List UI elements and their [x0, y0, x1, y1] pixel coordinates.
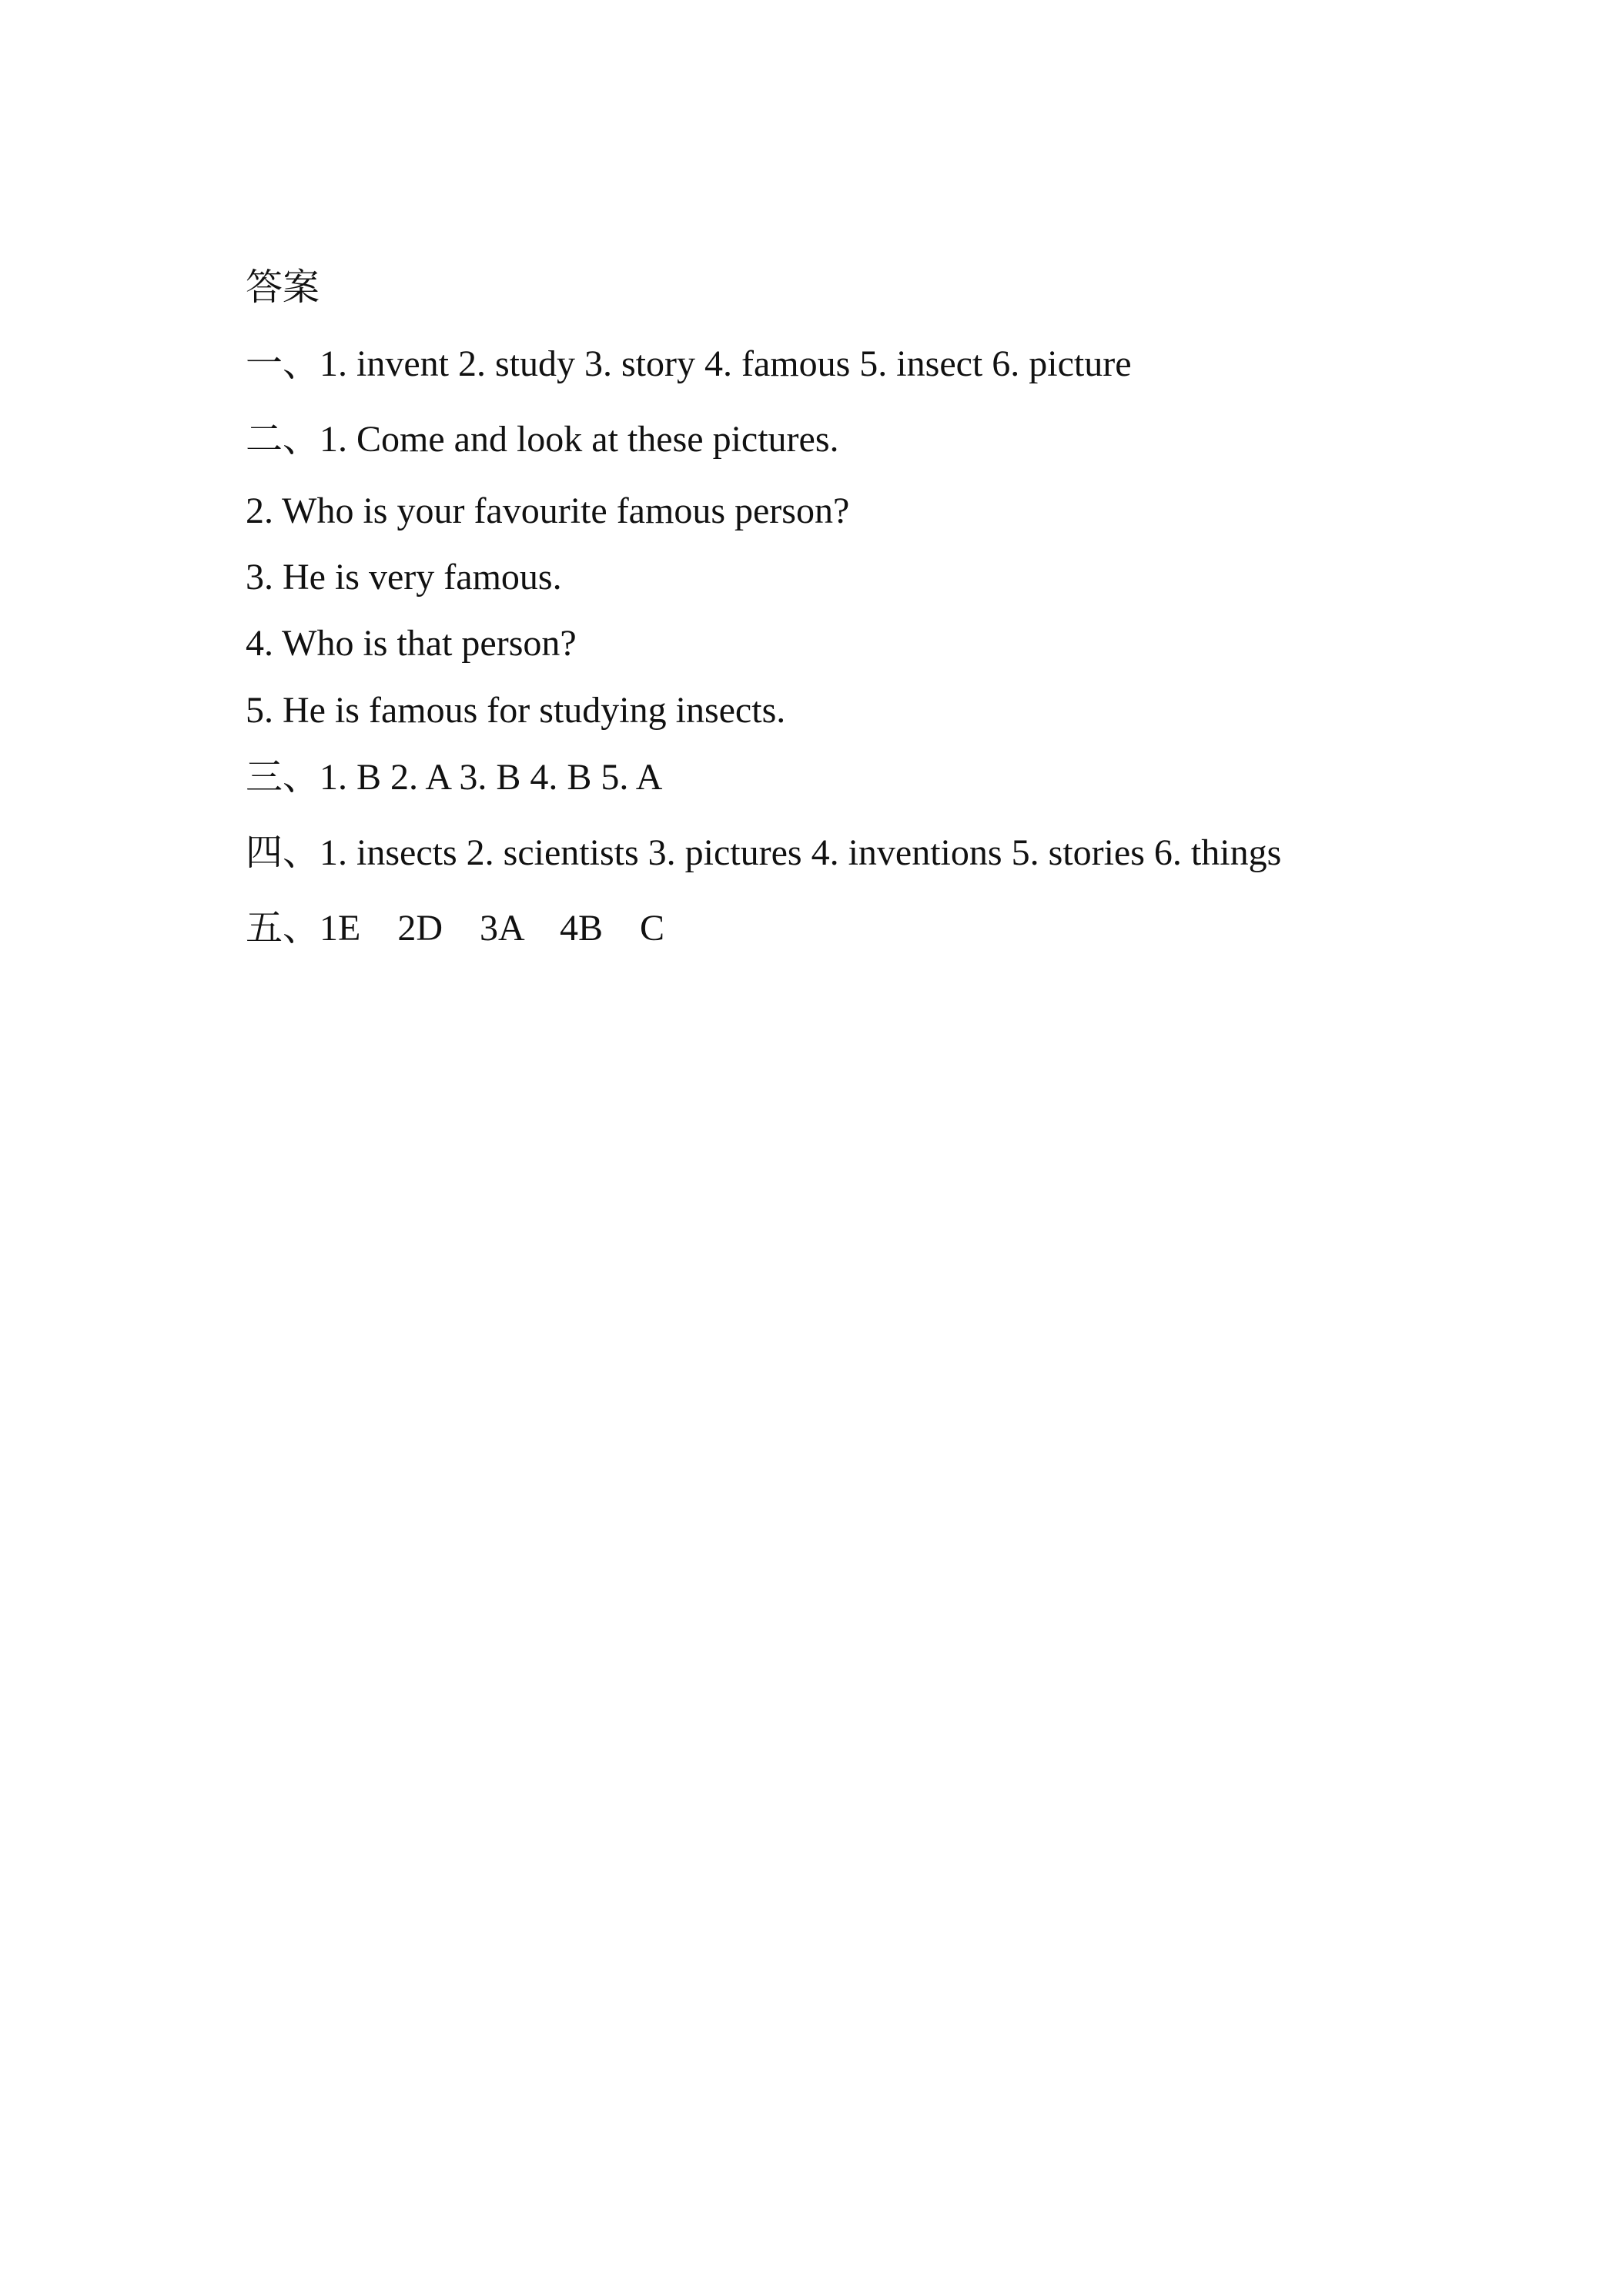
answer-section-2-item-2: 2. Who is your favourite famous person?: [246, 490, 850, 531]
answer-section-1: 一、1. invent 2. study 3. story 4. famous 5. insect 6. picture: [246, 343, 1132, 384]
answer-section-2-item-1: 二、1. Come and look at these pictures.: [246, 419, 839, 460]
answer-section-3: 三、1. B 2. A 3. B 4. B 5. A: [246, 757, 663, 798]
answer-section-5: 五、1E 2D 3A 4B C: [246, 908, 665, 949]
page-title: 答案: [246, 267, 320, 308]
answer-section-2-item-4: 4. Who is that person?: [246, 623, 577, 664]
answer-section-4: 四、1. insects 2. scientists 3. pictures 4. inventions 5. stories 6. things: [246, 832, 1282, 873]
answer-section-2-item-5: 5. He is famous for studying insects.: [246, 690, 786, 731]
answer-section-2-item-3: 3. He is very famous.: [246, 557, 562, 597]
